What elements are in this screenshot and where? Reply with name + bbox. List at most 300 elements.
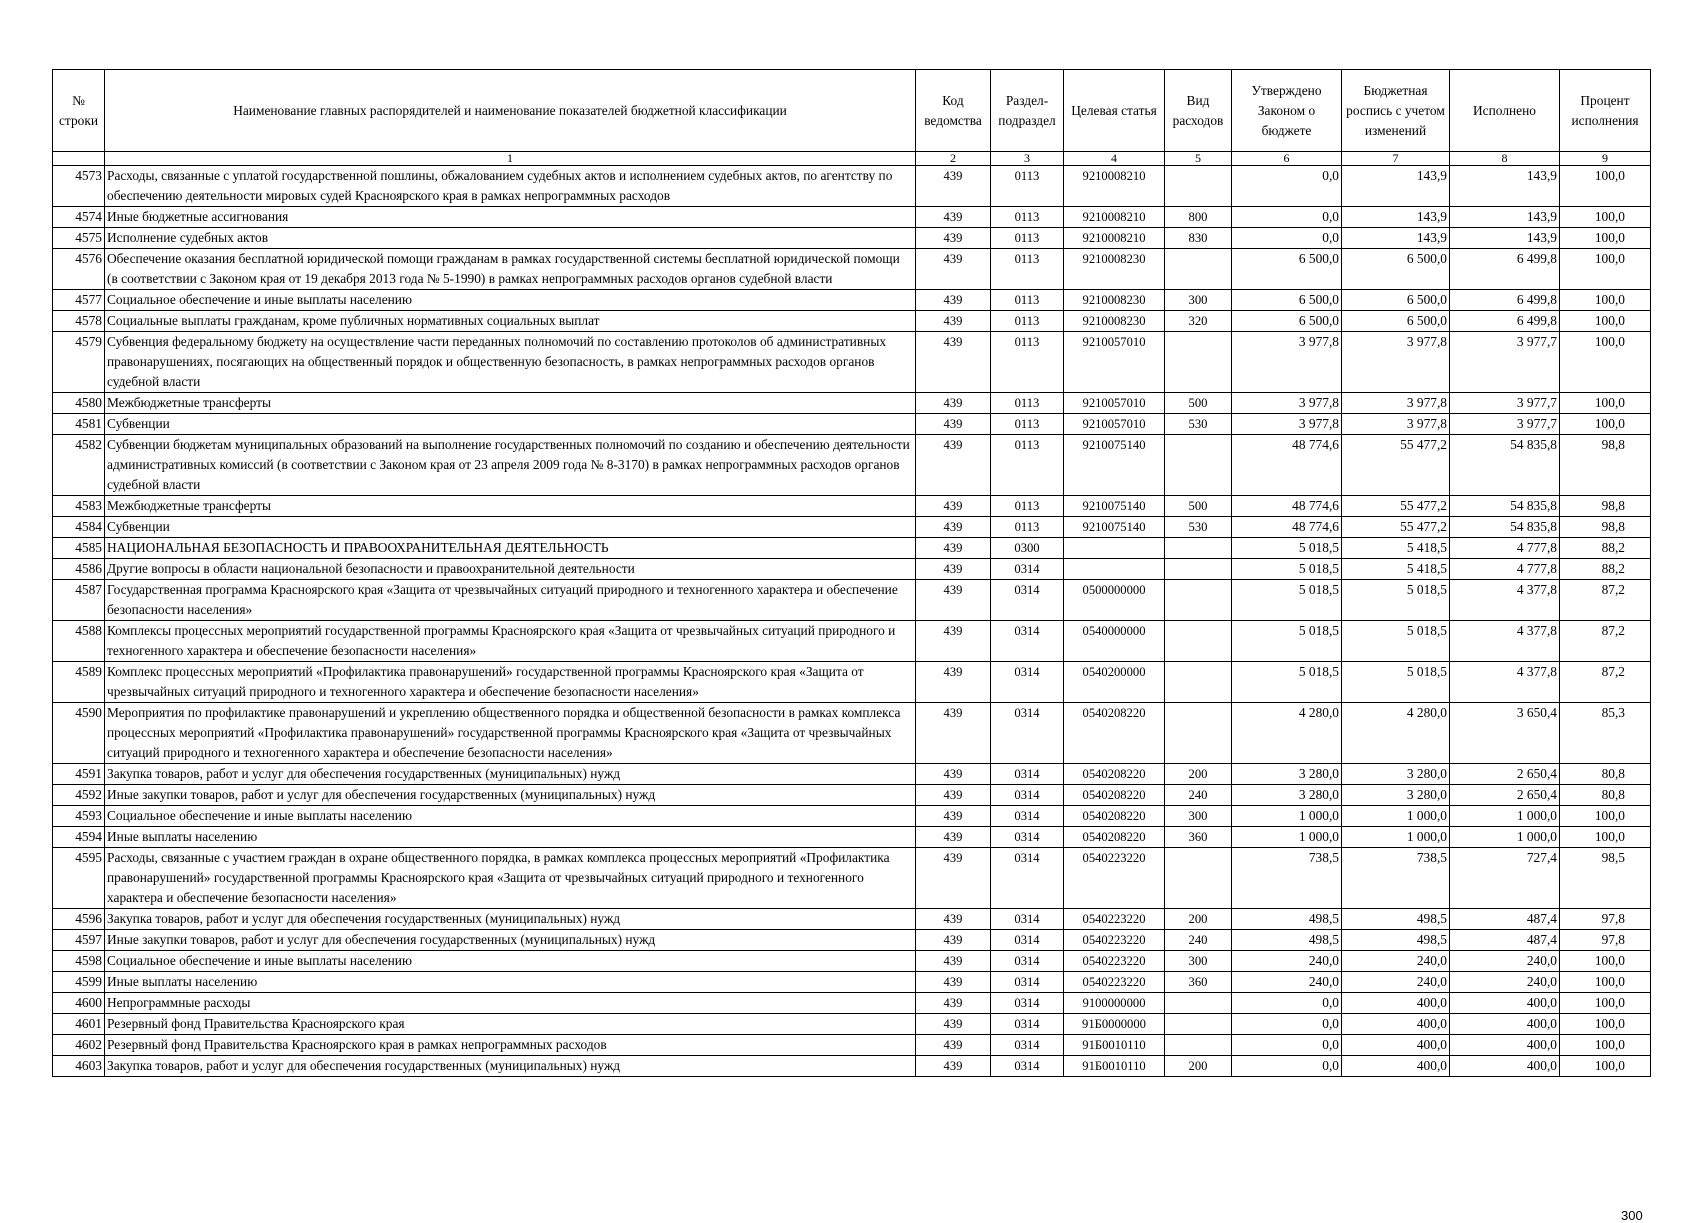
- table-row: [53, 580, 1651, 621]
- section-cell: 0113: [991, 496, 1064, 517]
- exp-type-cell: 530: [1165, 517, 1232, 538]
- column-number: 1: [105, 152, 916, 166]
- approved-cell: 738,5: [1232, 848, 1342, 909]
- row-number-cell: 4602: [53, 1035, 105, 1056]
- row-number-cell: 4575: [53, 228, 105, 249]
- row-number-cell: 4591: [53, 764, 105, 785]
- exp-type-cell: [1165, 435, 1232, 496]
- exp-type-cell: 360: [1165, 827, 1232, 848]
- budget-cell: 400,0: [1342, 1035, 1450, 1056]
- section-cell: 0113: [991, 207, 1064, 228]
- dept-code-cell: 439: [916, 785, 991, 806]
- approved-cell: 0,0: [1232, 1056, 1342, 1077]
- target-cell: 9210008210: [1064, 228, 1165, 249]
- budget-cell: 400,0: [1342, 1056, 1450, 1077]
- row-number-cell: 4596: [53, 909, 105, 930]
- percent-cell: 100,0: [1560, 290, 1651, 311]
- section-cell: 0314: [991, 1035, 1064, 1056]
- target-cell: 9210057010: [1064, 414, 1165, 435]
- section-cell: 0300: [991, 538, 1064, 559]
- table-row: [53, 414, 1651, 435]
- budget-cell: 3 977,8: [1342, 332, 1450, 393]
- executed-cell: 2 650,4: [1450, 785, 1560, 806]
- budget-cell: 3 280,0: [1342, 785, 1450, 806]
- executed-cell: 1 000,0: [1450, 806, 1560, 827]
- approved-cell: 48 774,6: [1232, 517, 1342, 538]
- exp-type-cell: [1165, 993, 1232, 1014]
- name-cell: Исполнение судебных актов: [105, 228, 916, 249]
- exp-type-cell: 240: [1165, 785, 1232, 806]
- table-row: [53, 538, 1651, 559]
- percent-cell: 100,0: [1560, 166, 1651, 207]
- budget-cell: 143,9: [1342, 228, 1450, 249]
- table-row: [53, 311, 1651, 332]
- column-number: 4: [1064, 152, 1165, 166]
- budget-cell: 6 500,0: [1342, 249, 1450, 290]
- percent-cell: 88,2: [1560, 538, 1651, 559]
- page-number: 300: [1621, 1208, 1643, 1223]
- target-cell: [1064, 538, 1165, 559]
- approved-cell: 3 280,0: [1232, 785, 1342, 806]
- column-number-row: [53, 152, 1651, 166]
- budget-cell: 143,9: [1342, 207, 1450, 228]
- section-cell: 0314: [991, 930, 1064, 951]
- header-executed: Исполнено: [1450, 70, 1560, 152]
- dept-code-cell: 439: [916, 662, 991, 703]
- section-cell: 0314: [991, 951, 1064, 972]
- executed-cell: 3 977,7: [1450, 393, 1560, 414]
- column-number: 6: [1232, 152, 1342, 166]
- target-cell: 0540223220: [1064, 930, 1165, 951]
- percent-cell: 100,0: [1560, 414, 1651, 435]
- dept-code-cell: 439: [916, 764, 991, 785]
- budget-execution-table: [52, 69, 1651, 1077]
- executed-cell: 1 000,0: [1450, 827, 1560, 848]
- table-row: [53, 1035, 1651, 1056]
- budget-cell: 3 977,8: [1342, 414, 1450, 435]
- header-section: Раздел-подраздел: [991, 70, 1064, 152]
- row-number-cell: 4594: [53, 827, 105, 848]
- executed-cell: 54 835,8: [1450, 517, 1560, 538]
- name-cell: Социальное обеспечение и иные выплаты населению: [105, 806, 916, 827]
- executed-cell: 487,4: [1450, 930, 1560, 951]
- row-number-cell: 4586: [53, 559, 105, 580]
- header-name: Наименование главных распорядителей и наименование показателей бюджетной классификации: [105, 70, 916, 152]
- row-number-cell: 4598: [53, 951, 105, 972]
- header-budget: Бюджетная роспись с учетом изменений: [1342, 70, 1450, 152]
- target-cell: 0540200000: [1064, 662, 1165, 703]
- percent-cell: 100,0: [1560, 249, 1651, 290]
- row-number-cell: 4597: [53, 930, 105, 951]
- name-cell: Субвенция федеральному бюджету на осуществление части переданных полномочий по составлению протоколов об административных правонарушениях, посягающих на общественный порядок и общественную безопасность, в рамках непрограммных расходов органов судебной власти: [105, 332, 916, 393]
- name-cell: Социальное обеспечение и иные выплаты населению: [105, 290, 916, 311]
- dept-code-cell: 439: [916, 414, 991, 435]
- name-cell: Обеспечение оказания бесплатной юридической помощи гражданам в рамках государственной системы бесплатной юридической помощи (в соответствии с Законом края от 19 декабря 2013 года № 5-1990) в рамках непрограммных расходов органов судебной власти: [105, 249, 916, 290]
- executed-cell: 727,4: [1450, 848, 1560, 909]
- budget-cell: 55 477,2: [1342, 517, 1450, 538]
- target-cell: 9210008230: [1064, 290, 1165, 311]
- section-cell: 0314: [991, 1014, 1064, 1035]
- executed-cell: 400,0: [1450, 1014, 1560, 1035]
- table-row: [53, 517, 1651, 538]
- dept-code-cell: 439: [916, 332, 991, 393]
- name-cell: Иные бюджетные ассигнования: [105, 207, 916, 228]
- table-row: [53, 951, 1651, 972]
- dept-code-cell: 439: [916, 1014, 991, 1035]
- table-row: [53, 496, 1651, 517]
- executed-cell: 4 777,8: [1450, 559, 1560, 580]
- exp-type-cell: [1165, 703, 1232, 764]
- target-cell: 0540208220: [1064, 827, 1165, 848]
- percent-cell: 87,2: [1560, 621, 1651, 662]
- exp-type-cell: [1165, 559, 1232, 580]
- budget-cell: 498,5: [1342, 930, 1450, 951]
- table-row: [53, 662, 1651, 703]
- percent-cell: 100,0: [1560, 311, 1651, 332]
- row-number-cell: 4590: [53, 703, 105, 764]
- approved-cell: 48 774,6: [1232, 435, 1342, 496]
- section-cell: 0314: [991, 703, 1064, 764]
- executed-cell: 400,0: [1450, 1035, 1560, 1056]
- header-exp-type: Вид расходов: [1165, 70, 1232, 152]
- name-cell: НАЦИОНАЛЬНАЯ БЕЗОПАСНОСТЬ И ПРАВООХРАНИТЕЛЬНАЯ ДЕЯТЕЛЬНОСТЬ: [105, 538, 916, 559]
- name-cell: Социальные выплаты гражданам, кроме публичных нормативных социальных выплат: [105, 311, 916, 332]
- exp-type-cell: [1165, 166, 1232, 207]
- name-cell: Субвенции: [105, 517, 916, 538]
- section-cell: 0314: [991, 972, 1064, 993]
- executed-cell: 143,9: [1450, 166, 1560, 207]
- executed-cell: 4 377,8: [1450, 580, 1560, 621]
- row-number-cell: 4580: [53, 393, 105, 414]
- section-cell: 0314: [991, 848, 1064, 909]
- budget-cell: 5 418,5: [1342, 559, 1450, 580]
- executed-cell: 3 977,7: [1450, 414, 1560, 435]
- approved-cell: 1 000,0: [1232, 806, 1342, 827]
- header-approved: Утверждено Законом о бюджете: [1232, 70, 1342, 152]
- column-number: 7: [1342, 152, 1450, 166]
- exp-type-cell: 300: [1165, 951, 1232, 972]
- budget-cell: 6 500,0: [1342, 290, 1450, 311]
- name-cell: Иные закупки товаров, работ и услуг для обеспечения государственных (муниципальных) нужд: [105, 930, 916, 951]
- executed-cell: 4 377,8: [1450, 662, 1560, 703]
- percent-cell: 87,2: [1560, 580, 1651, 621]
- percent-cell: 100,0: [1560, 806, 1651, 827]
- table-row: [53, 435, 1651, 496]
- table-row: [53, 806, 1651, 827]
- percent-cell: 87,2: [1560, 662, 1651, 703]
- approved-cell: 1 000,0: [1232, 827, 1342, 848]
- section-cell: 0314: [991, 909, 1064, 930]
- row-number-cell: 4585: [53, 538, 105, 559]
- target-cell: 9210008210: [1064, 207, 1165, 228]
- executed-cell: 3 977,7: [1450, 332, 1560, 393]
- budget-cell: 3 280,0: [1342, 764, 1450, 785]
- approved-cell: 5 018,5: [1232, 538, 1342, 559]
- approved-cell: 498,5: [1232, 909, 1342, 930]
- column-number: 8: [1450, 152, 1560, 166]
- table-row: [53, 785, 1651, 806]
- dept-code-cell: 439: [916, 827, 991, 848]
- target-cell: 9210057010: [1064, 393, 1165, 414]
- row-number-cell: 4601: [53, 1014, 105, 1035]
- column-number: 3: [991, 152, 1064, 166]
- budget-cell: 240,0: [1342, 951, 1450, 972]
- name-cell: Иные выплаты населению: [105, 827, 916, 848]
- row-number-cell: 4588: [53, 621, 105, 662]
- dept-code-cell: 439: [916, 951, 991, 972]
- percent-cell: 98,8: [1560, 517, 1651, 538]
- target-cell: 9210008230: [1064, 249, 1165, 290]
- executed-cell: 6 499,8: [1450, 311, 1560, 332]
- table-row: [53, 393, 1651, 414]
- dept-code-cell: 439: [916, 517, 991, 538]
- budget-cell: 1 000,0: [1342, 806, 1450, 827]
- percent-cell: 80,8: [1560, 764, 1651, 785]
- target-cell: 9210075140: [1064, 496, 1165, 517]
- exp-type-cell: 200: [1165, 764, 1232, 785]
- dept-code-cell: 439: [916, 207, 991, 228]
- executed-cell: 240,0: [1450, 972, 1560, 993]
- row-number-cell: 4573: [53, 166, 105, 207]
- budget-cell: 400,0: [1342, 993, 1450, 1014]
- table-body: [53, 166, 1651, 1077]
- target-cell: 91Б0000000: [1064, 1014, 1165, 1035]
- dept-code-cell: 439: [916, 580, 991, 621]
- budget-cell: 5 018,5: [1342, 662, 1450, 703]
- target-cell: 0540208220: [1064, 806, 1165, 827]
- executed-cell: 240,0: [1450, 951, 1560, 972]
- table-row: [53, 703, 1651, 764]
- percent-cell: 97,8: [1560, 909, 1651, 930]
- section-cell: 0314: [991, 785, 1064, 806]
- exp-type-cell: [1165, 249, 1232, 290]
- section-cell: 0113: [991, 311, 1064, 332]
- target-cell: 91Б0010110: [1064, 1035, 1165, 1056]
- executed-cell: 143,9: [1450, 207, 1560, 228]
- section-cell: 0314: [991, 559, 1064, 580]
- exp-type-cell: [1165, 1014, 1232, 1035]
- approved-cell: 5 018,5: [1232, 559, 1342, 580]
- row-number-cell: 4600: [53, 993, 105, 1014]
- target-cell: 0540208220: [1064, 785, 1165, 806]
- target-cell: 9100000000: [1064, 993, 1165, 1014]
- section-cell: 0113: [991, 332, 1064, 393]
- name-cell: Непрограммные расходы: [105, 993, 916, 1014]
- exp-type-cell: 200: [1165, 1056, 1232, 1077]
- executed-cell: 4 777,8: [1450, 538, 1560, 559]
- exp-type-cell: [1165, 621, 1232, 662]
- target-cell: 0540223220: [1064, 909, 1165, 930]
- table-row: [53, 1014, 1651, 1035]
- percent-cell: 98,8: [1560, 496, 1651, 517]
- dept-code-cell: 439: [916, 930, 991, 951]
- name-cell: Иные выплаты населению: [105, 972, 916, 993]
- percent-cell: 98,5: [1560, 848, 1651, 909]
- budget-cell: 400,0: [1342, 1014, 1450, 1035]
- dept-code-cell: 439: [916, 909, 991, 930]
- row-number-cell: 4582: [53, 435, 105, 496]
- dept-code-cell: 439: [916, 621, 991, 662]
- dept-code-cell: 439: [916, 703, 991, 764]
- budget-cell: 143,9: [1342, 166, 1450, 207]
- exp-type-cell: 360: [1165, 972, 1232, 993]
- table-row: [53, 621, 1651, 662]
- dept-code-cell: 439: [916, 1056, 991, 1077]
- exp-type-cell: [1165, 662, 1232, 703]
- approved-cell: 3 977,8: [1232, 393, 1342, 414]
- budget-cell: 55 477,2: [1342, 435, 1450, 496]
- row-number-cell: 4576: [53, 249, 105, 290]
- name-cell: Расходы, связанные с уплатой государственной пошлины, обжалованием судебных актов и исполнением судебных актов, по агентству по обеспечению деятельности мировых судей Красноярского края в рамках непрограммных расходов: [105, 166, 916, 207]
- table-row: [53, 972, 1651, 993]
- exp-type-cell: [1165, 848, 1232, 909]
- dept-code-cell: 439: [916, 290, 991, 311]
- exp-type-cell: 500: [1165, 393, 1232, 414]
- row-number-cell: 4583: [53, 496, 105, 517]
- row-number-cell: 4579: [53, 332, 105, 393]
- column-number: [53, 152, 105, 166]
- name-cell: Закупка товаров, работ и услуг для обеспечения государственных (муниципальных) нужд: [105, 764, 916, 785]
- exp-type-cell: 240: [1165, 930, 1232, 951]
- name-cell: Комплексы процессных мероприятий государственной программы Красноярского края «Защита от чрезвычайных ситуаций природного и техногенного характера и обеспечение безопасности населения»: [105, 621, 916, 662]
- row-number-cell: 4577: [53, 290, 105, 311]
- name-cell: Государственная программа Красноярского края «Защита от чрезвычайных ситуаций природного и техногенного характера и обеспечение безопасности населения»: [105, 580, 916, 621]
- percent-cell: 100,0: [1560, 827, 1651, 848]
- percent-cell: 85,3: [1560, 703, 1651, 764]
- row-number-cell: 4593: [53, 806, 105, 827]
- approved-cell: 0,0: [1232, 228, 1342, 249]
- section-cell: 0314: [991, 827, 1064, 848]
- executed-cell: 2 650,4: [1450, 764, 1560, 785]
- section-cell: 0113: [991, 249, 1064, 290]
- budget-cell: 5 418,5: [1342, 538, 1450, 559]
- approved-cell: 240,0: [1232, 951, 1342, 972]
- exp-type-cell: 530: [1165, 414, 1232, 435]
- row-number-cell: 4599: [53, 972, 105, 993]
- section-cell: 0314: [991, 1056, 1064, 1077]
- table-row: [53, 764, 1651, 785]
- exp-type-cell: 320: [1165, 311, 1232, 332]
- exp-type-cell: [1165, 538, 1232, 559]
- table-row: [53, 249, 1651, 290]
- percent-cell: 100,0: [1560, 972, 1651, 993]
- percent-cell: 97,8: [1560, 930, 1651, 951]
- target-cell: 9210008230: [1064, 311, 1165, 332]
- dept-code-cell: 439: [916, 848, 991, 909]
- executed-cell: 400,0: [1450, 993, 1560, 1014]
- row-number-cell: 4581: [53, 414, 105, 435]
- dept-code-cell: 439: [916, 1035, 991, 1056]
- section-cell: 0113: [991, 414, 1064, 435]
- executed-cell: 54 835,8: [1450, 496, 1560, 517]
- exp-type-cell: 800: [1165, 207, 1232, 228]
- approved-cell: 0,0: [1232, 166, 1342, 207]
- approved-cell: 48 774,6: [1232, 496, 1342, 517]
- percent-cell: 100,0: [1560, 1014, 1651, 1035]
- dept-code-cell: 439: [916, 806, 991, 827]
- row-number-cell: 4587: [53, 580, 105, 621]
- percent-cell: 100,0: [1560, 951, 1651, 972]
- approved-cell: 5 018,5: [1232, 580, 1342, 621]
- target-cell: 0540223220: [1064, 848, 1165, 909]
- target-cell: 9210075140: [1064, 517, 1165, 538]
- header-row: [53, 70, 1651, 152]
- table-row: [53, 827, 1651, 848]
- target-cell: 0540223220: [1064, 972, 1165, 993]
- row-number-cell: 4578: [53, 311, 105, 332]
- exp-type-cell: 300: [1165, 290, 1232, 311]
- section-cell: 0113: [991, 290, 1064, 311]
- target-cell: 0500000000: [1064, 580, 1165, 621]
- section-cell: 0113: [991, 393, 1064, 414]
- percent-cell: 100,0: [1560, 393, 1651, 414]
- name-cell: Межбюджетные трансферты: [105, 496, 916, 517]
- executed-cell: 54 835,8: [1450, 435, 1560, 496]
- name-cell: Межбюджетные трансферты: [105, 393, 916, 414]
- table-row: [53, 930, 1651, 951]
- approved-cell: 5 018,5: [1232, 621, 1342, 662]
- section-cell: 0113: [991, 435, 1064, 496]
- name-cell: Закупка товаров, работ и услуг для обеспечения государственных (муниципальных) нужд: [105, 909, 916, 930]
- approved-cell: 240,0: [1232, 972, 1342, 993]
- percent-cell: 100,0: [1560, 1035, 1651, 1056]
- dept-code-cell: 439: [916, 993, 991, 1014]
- exp-type-cell: 300: [1165, 806, 1232, 827]
- name-cell: Расходы, связанные с участием граждан в охране общественного порядка, в рамках комплекса процессных мероприятий «Профилактика правонарушений» государственной программы Красноярского края «Защита от чрезвычайных ситуаций природного и техногенного характера и обеспечение безопасности населения»: [105, 848, 916, 909]
- target-cell: [1064, 559, 1165, 580]
- name-cell: Комплекс процессных мероприятий «Профилактика правонарушений» государственной программы Красноярского края «Защита от чрезвычайных ситуаций природного и техногенного характера и обеспечение безопасности населения»: [105, 662, 916, 703]
- row-number-cell: 4603: [53, 1056, 105, 1077]
- row-number-cell: 4574: [53, 207, 105, 228]
- budget-cell: 3 977,8: [1342, 393, 1450, 414]
- executed-cell: 6 499,8: [1450, 290, 1560, 311]
- percent-cell: 100,0: [1560, 332, 1651, 393]
- section-cell: 0314: [991, 993, 1064, 1014]
- exp-type-cell: 200: [1165, 909, 1232, 930]
- name-cell: Субвенции: [105, 414, 916, 435]
- target-cell: 0540208220: [1064, 764, 1165, 785]
- header-percent: Процент исполнения: [1560, 70, 1651, 152]
- section-cell: 0314: [991, 662, 1064, 703]
- target-cell: 9210008210: [1064, 166, 1165, 207]
- name-cell: Социальное обеспечение и иные выплаты населению: [105, 951, 916, 972]
- percent-cell: 88,2: [1560, 559, 1651, 580]
- dept-code-cell: 439: [916, 249, 991, 290]
- dept-code-cell: 439: [916, 166, 991, 207]
- percent-cell: 80,8: [1560, 785, 1651, 806]
- section-cell: 0113: [991, 228, 1064, 249]
- row-number-cell: 4595: [53, 848, 105, 909]
- table-row: [53, 207, 1651, 228]
- approved-cell: 4 280,0: [1232, 703, 1342, 764]
- target-cell: 0540000000: [1064, 621, 1165, 662]
- approved-cell: 6 500,0: [1232, 290, 1342, 311]
- executed-cell: 3 650,4: [1450, 703, 1560, 764]
- dept-code-cell: 439: [916, 538, 991, 559]
- table-row: [53, 559, 1651, 580]
- table-row: [53, 909, 1651, 930]
- column-number: 2: [916, 152, 991, 166]
- exp-type-cell: 500: [1165, 496, 1232, 517]
- section-cell: 0113: [991, 517, 1064, 538]
- budget-cell: 5 018,5: [1342, 580, 1450, 621]
- target-cell: 0540208220: [1064, 703, 1165, 764]
- executed-cell: 143,9: [1450, 228, 1560, 249]
- name-cell: Иные закупки товаров, работ и услуг для обеспечения государственных (муниципальных) нужд: [105, 785, 916, 806]
- name-cell: Другие вопросы в области национальной безопасности и правоохранительной деятельности: [105, 559, 916, 580]
- dept-code-cell: 439: [916, 393, 991, 414]
- dept-code-cell: 439: [916, 435, 991, 496]
